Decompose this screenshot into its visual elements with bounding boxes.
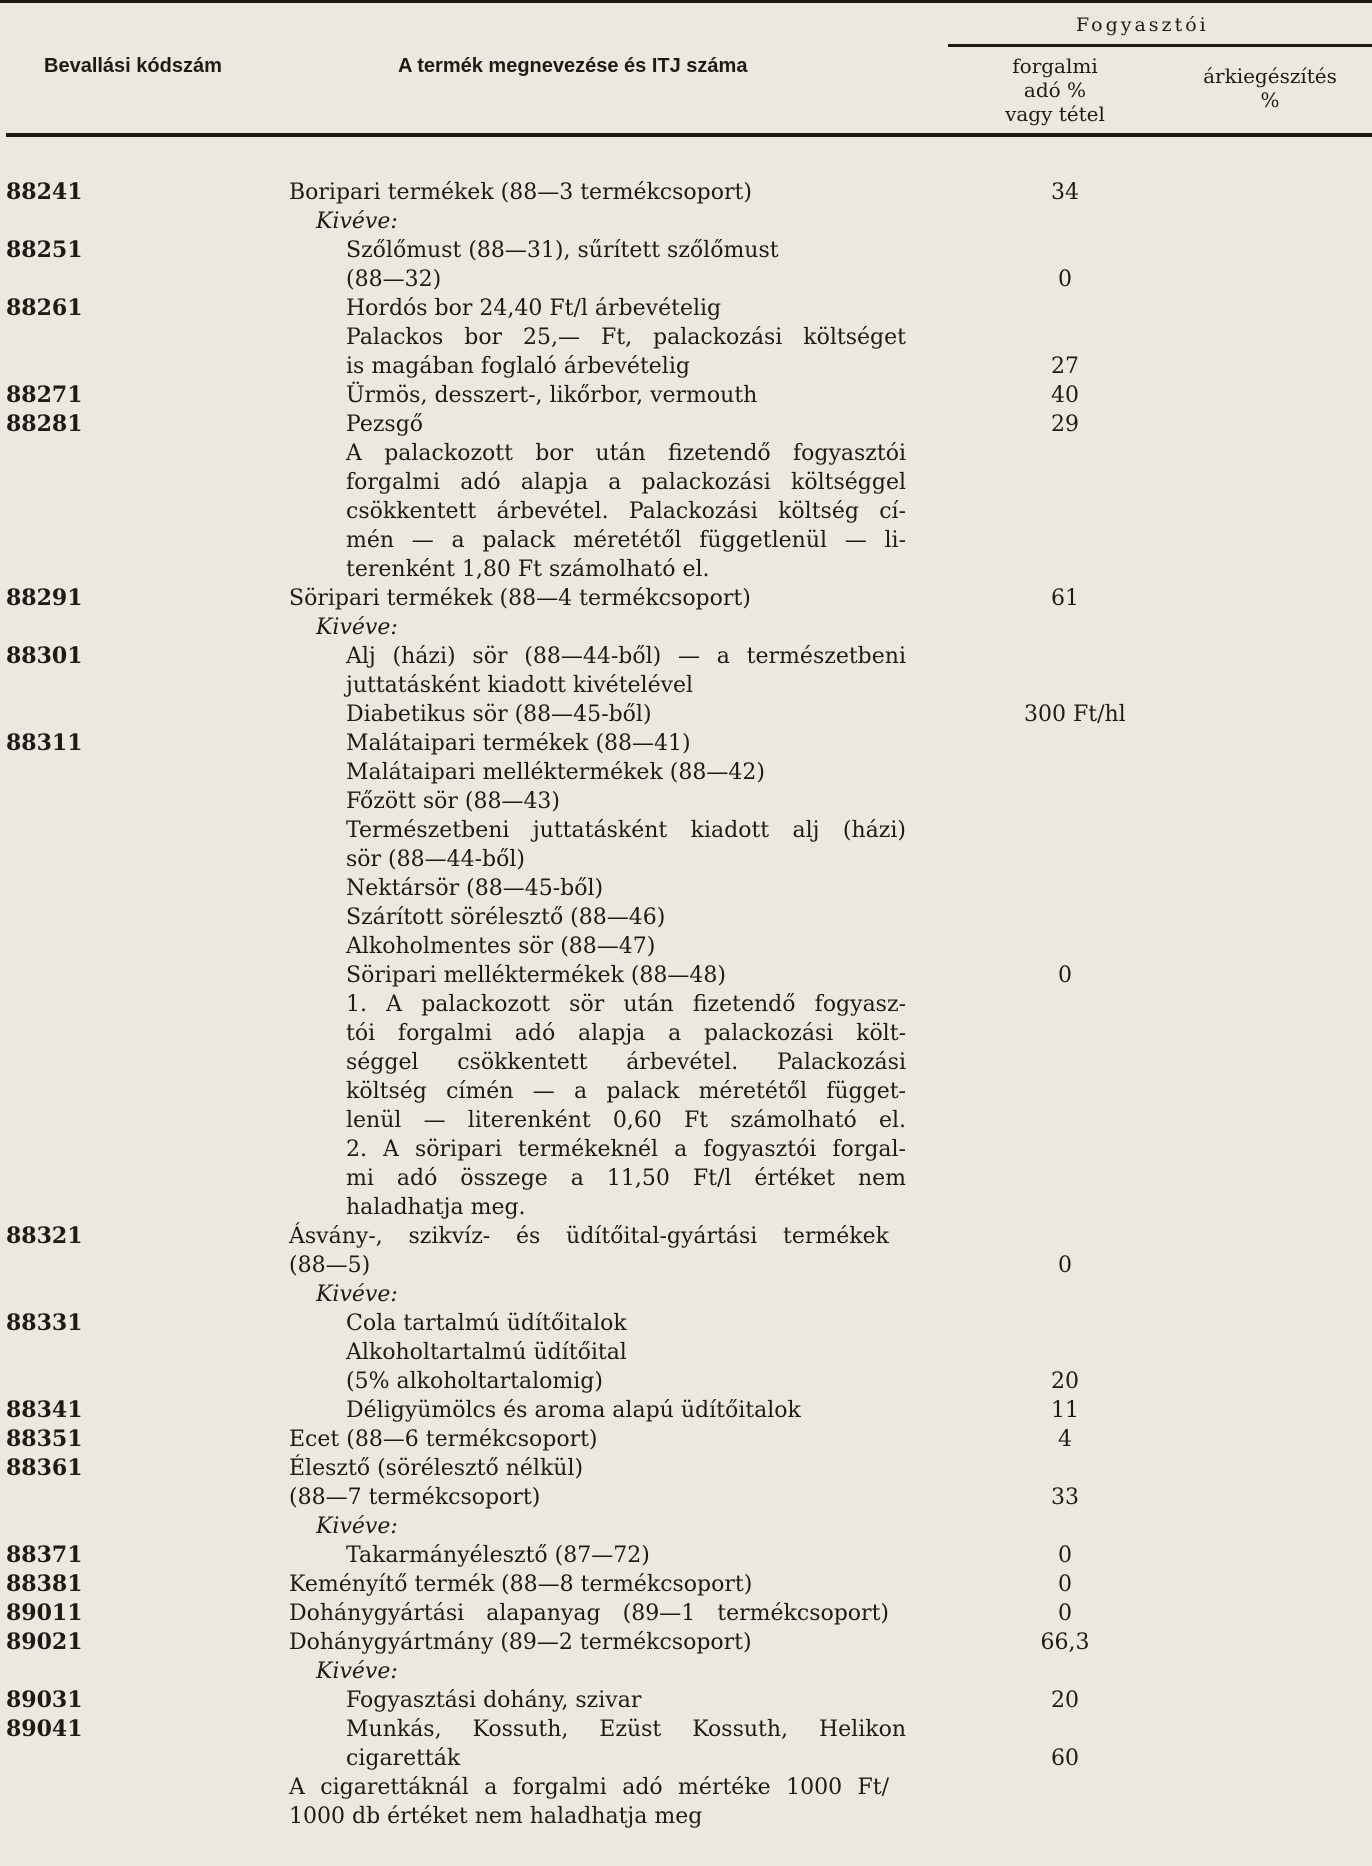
turnover-tax-label-line-1: forgalmi <box>1012 54 1098 78</box>
row-tax-rate: 40 <box>1051 383 1079 408</box>
row-description: séggel csökkentett árbevétel. Palackozási <box>346 1050 906 1075</box>
row-code: 89021 <box>6 1629 83 1655</box>
row-description: Kivéve: <box>316 209 398 234</box>
row-description: (88—5) <box>289 1253 371 1278</box>
row-description: csökkentett árbevétel. Palackozási költség cí- <box>346 499 906 524</box>
row-tax-rate: 300 Ft/hl <box>1024 702 1126 727</box>
row-description: Déligyümölcs és aroma alapú üdítőitalok <box>346 1398 801 1423</box>
row-description: Ürmös, desszert-, likőrbor, vermouth <box>346 383 758 408</box>
table-row <box>0 410 1372 439</box>
row-description: A cigarettáknál a forgalmi adó mértéke 1000 Ft/ <box>289 1775 889 1800</box>
price-supplement-label-line-1: árkiegészítés <box>1203 64 1337 88</box>
row-tax-rate: 33 <box>1051 1485 1079 1510</box>
row-tax-rate: 0 <box>1058 267 1072 292</box>
table-row <box>0 1512 1372 1541</box>
row-description: Dohánygyártási alapanyag (89—1 termékcsoport) <box>289 1601 889 1626</box>
row-description: mén — a palack méretétől függetlenül — li- <box>346 528 906 553</box>
row-tax-rate: 66,3 <box>1040 1630 1090 1655</box>
table-row <box>0 816 1372 845</box>
table-row <box>0 729 1372 758</box>
row-description: haladhatja meg. <box>346 1195 526 1220</box>
table-row <box>0 961 1372 990</box>
row-description: 1000 db értéket nem haladhatja meg <box>289 1804 703 1829</box>
row-code: 88301 <box>6 643 83 669</box>
row-description: 1. A palackozott sör után fizetendő fogyasz- <box>346 992 906 1017</box>
column-group-rule <box>948 44 1372 47</box>
row-code: 88341 <box>6 1397 83 1423</box>
table-row <box>0 1599 1372 1628</box>
table-row <box>0 178 1372 207</box>
row-description: Munkás, Kossuth, Ezüst Kossuth, Helikon <box>346 1717 906 1742</box>
column-header-product-name: A termék megnevezése és ITJ száma <box>398 55 748 77</box>
table-row <box>0 1048 1372 1077</box>
row-description: Fogyasztási dohány, szivar <box>346 1688 642 1713</box>
row-description: Kivéve: <box>316 615 398 640</box>
row-description: Malátaipari melléktermékek (88—42) <box>346 760 765 785</box>
table-row <box>0 758 1372 787</box>
row-description: terenként 1,80 Ft számolható el. <box>346 557 710 582</box>
row-code: 88311 <box>6 730 83 756</box>
row-code: 88241 <box>6 179 83 205</box>
row-tax-rate: 60 <box>1051 1746 1079 1771</box>
row-tax-rate: 34 <box>1051 180 1079 205</box>
row-code: 88361 <box>6 1455 83 1481</box>
row-description: forgalmi adó alapja a palackozási költséggel <box>346 470 906 495</box>
row-description: Szárított sörélesztő (88—46) <box>346 905 666 930</box>
table-row <box>0 845 1372 874</box>
table-row <box>0 1396 1372 1425</box>
row-tax-rate: 20 <box>1051 1688 1079 1713</box>
table-row <box>0 642 1372 671</box>
row-tax-rate: 0 <box>1058 963 1072 988</box>
row-description: sör (88—44-ből) <box>346 847 525 872</box>
row-tax-rate: 0 <box>1058 1253 1072 1278</box>
table-header <box>0 0 1372 140</box>
table-row <box>0 1077 1372 1106</box>
table-row <box>0 207 1372 236</box>
row-tax-rate: 4 <box>1058 1427 1072 1452</box>
table-row <box>0 1715 1372 1744</box>
row-description: (5% alkoholtartalomig) <box>346 1369 603 1394</box>
table-row <box>0 294 1372 323</box>
row-description: Pezsgő <box>346 412 424 437</box>
table-row <box>0 1193 1372 1222</box>
header-rule <box>6 133 1372 137</box>
row-code: 89011 <box>6 1600 83 1626</box>
row-description: Alj (házi) sör (88—44-ből) — a természetbeni <box>346 644 906 669</box>
table-row <box>0 584 1372 613</box>
table-row <box>0 555 1372 584</box>
row-description: Keményítő termék (88—8 termékcsoport) <box>289 1572 753 1597</box>
table-row <box>0 990 1372 1019</box>
row-description: Alkoholmentes sör (88—47) <box>346 934 656 959</box>
table-row <box>0 526 1372 555</box>
table-row <box>0 1657 1372 1686</box>
table-row <box>0 381 1372 410</box>
row-code: 88351 <box>6 1426 83 1452</box>
row-description: lenül — literenként 0,60 Ft számolható el. <box>346 1108 906 1133</box>
row-code: 88381 <box>6 1571 83 1597</box>
table-row <box>0 1338 1372 1367</box>
table-row <box>0 1483 1372 1512</box>
table-row <box>0 1802 1372 1831</box>
row-description: 2. A söripari termékeknél a fogyasztói forgal- <box>346 1137 906 1162</box>
table-row <box>0 787 1372 816</box>
turnover-tax-label-line-2: adó % <box>1023 78 1087 102</box>
table-row <box>0 903 1372 932</box>
row-description: Boripari termékek (88—3 termékcsoport) <box>289 180 752 205</box>
row-description: tói forgalmi adó alapja a palackozási költ- <box>346 1021 906 1046</box>
row-code: 88371 <box>6 1542 83 1568</box>
column-header-code: Bevallási kódszám <box>44 55 222 77</box>
row-tax-rate: 0 <box>1058 1572 1072 1597</box>
table-row <box>0 1251 1372 1280</box>
row-tax-rate: 20 <box>1051 1369 1079 1394</box>
table-row <box>0 352 1372 381</box>
row-description: is magában foglaló árbevételig <box>346 354 690 379</box>
table-row <box>0 1280 1372 1309</box>
row-description: költség címén — a palack méretétől függet- <box>346 1079 906 1104</box>
row-description: Ásvány-, szikvíz- és üdítőital-gyártási termékek <box>289 1224 889 1249</box>
table-row <box>0 1222 1372 1251</box>
row-tax-rate: 27 <box>1051 354 1079 379</box>
row-description: A palackozott bor után fizetendő fogyasztói <box>346 441 906 466</box>
table-body <box>0 178 1372 1831</box>
row-description: Kivéve: <box>316 1282 398 1307</box>
row-description: Hordós bor 24,40 Ft/l árbevételig <box>346 296 722 321</box>
table-row <box>0 1106 1372 1135</box>
column-group-header-consumer: Fogyasztói <box>1076 14 1209 36</box>
table-row <box>0 1367 1372 1396</box>
row-code: 88271 <box>6 382 83 408</box>
row-description: Malátaipari termékek (88—41) <box>346 731 691 756</box>
row-description: Söripari melléktermékek (88—48) <box>346 963 727 988</box>
row-description: Természetbeni juttatásként kiadott alj (házi) <box>346 818 906 843</box>
row-code: 89041 <box>6 1716 83 1742</box>
row-description: Kivéve: <box>316 1514 398 1539</box>
table-row <box>0 1541 1372 1570</box>
column-header-turnover-tax <box>975 54 1135 126</box>
row-description: Kivéve: <box>316 1659 398 1684</box>
row-description: Ecet (88—6 termékcsoport) <box>289 1427 598 1452</box>
row-tax-rate: 11 <box>1051 1398 1079 1423</box>
row-code: 88261 <box>6 295 83 321</box>
table-row <box>0 497 1372 526</box>
row-description: Alkoholtartalmú üdítőital <box>346 1340 627 1365</box>
row-code: 88291 <box>6 585 83 611</box>
table-row <box>0 932 1372 961</box>
row-tax-rate: 29 <box>1051 412 1079 437</box>
table-row <box>0 1135 1372 1164</box>
table-row <box>0 1628 1372 1657</box>
table-row <box>0 1773 1372 1802</box>
row-description: Nektársör (88—45-ből) <box>346 876 604 901</box>
table-row <box>0 671 1372 700</box>
row-description: Élesztő (sörélesztő nélkül) <box>289 1456 584 1481</box>
row-description: (88—32) <box>346 267 442 292</box>
turnover-tax-label-line-3: vagy tétel <box>1005 102 1105 126</box>
row-description: mi adó összege a 11,50 Ft/l értéket nem <box>346 1166 906 1191</box>
row-description: cigaretták <box>346 1746 461 1771</box>
row-tax-rate: 0 <box>1058 1601 1072 1626</box>
table-row <box>0 1164 1372 1193</box>
row-description: Takarmányélesztő (87—72) <box>346 1543 650 1568</box>
row-description: Palackos bor 25,— Ft, palackozási költséget <box>346 325 906 350</box>
table-row <box>0 323 1372 352</box>
row-description: Szőlőmust (88—31), sűrített szőlőmust <box>346 238 779 263</box>
table-row <box>0 265 1372 294</box>
table-row <box>0 1425 1372 1454</box>
table-row <box>0 236 1372 265</box>
table-row <box>0 1744 1372 1773</box>
row-description: Főzött sör (88—43) <box>346 789 561 814</box>
row-description: Cola tartalmú üdítőitalok <box>346 1311 627 1336</box>
row-tax-rate: 0 <box>1058 1543 1072 1568</box>
row-code: 88331 <box>6 1310 83 1336</box>
column-header-price-supplement <box>1180 64 1360 112</box>
table-row <box>0 700 1372 729</box>
table-row <box>0 468 1372 497</box>
row-description: Söripari termékek (88—4 termékcsoport) <box>289 586 751 611</box>
row-description: (88—7 termékcsoport) <box>289 1485 541 1510</box>
row-tax-rate: 61 <box>1051 586 1079 611</box>
row-description: Dohánygyártmány (89—2 termékcsoport) <box>289 1630 752 1655</box>
row-description: juttatásként kiadott kivételével <box>346 673 694 698</box>
table-row <box>0 1309 1372 1338</box>
row-description: Diabetikus sör (88—45-ből) <box>346 702 652 727</box>
table-row <box>0 874 1372 903</box>
table-row <box>0 439 1372 468</box>
price-supplement-label-line-2: % <box>1260 88 1280 112</box>
table-row <box>0 1570 1372 1599</box>
row-code: 88281 <box>6 411 83 437</box>
table-row <box>0 613 1372 642</box>
row-code: 88251 <box>6 237 83 263</box>
row-code: 89031 <box>6 1687 83 1713</box>
table-row <box>0 1019 1372 1048</box>
row-code: 88321 <box>6 1223 83 1249</box>
table-row <box>0 1454 1372 1483</box>
table-row <box>0 1686 1372 1715</box>
